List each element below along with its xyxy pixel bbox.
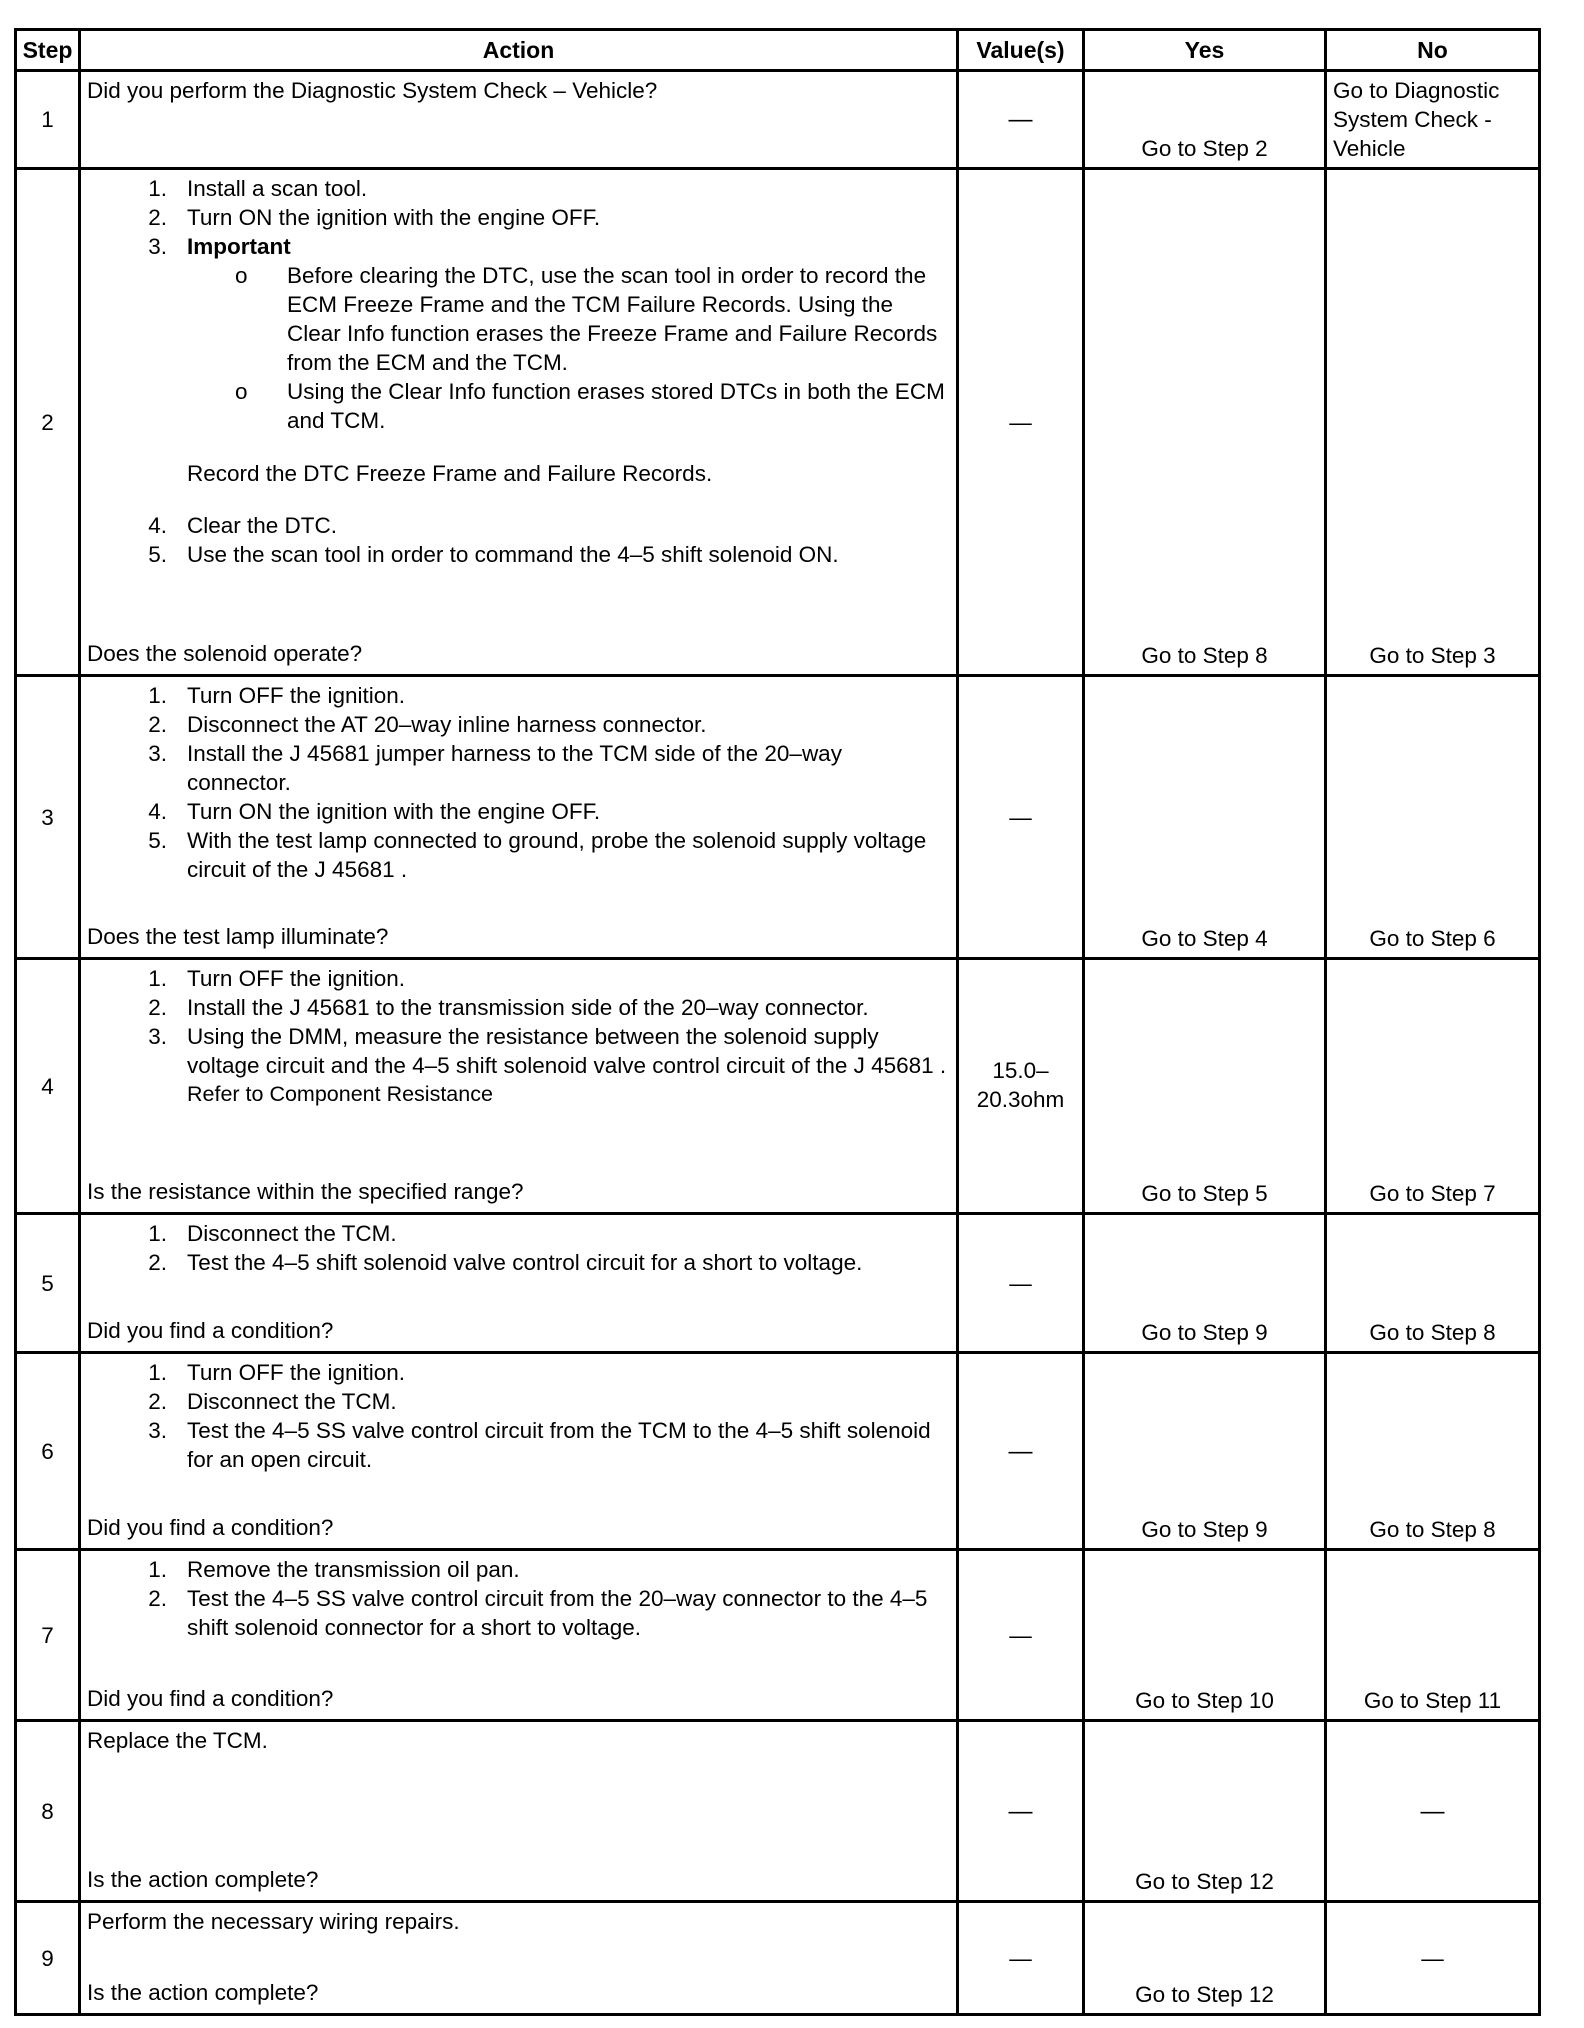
action-note: Record the DTC Freeze Frame and Failure Records. [187, 461, 713, 486]
list-item: 1. Turn OFF the ignition. [148, 966, 406, 991]
no-link[interactable]: Go to Step 8 [1326, 1353, 1540, 1550]
step-number: 2 [16, 169, 80, 676]
action-cell [80, 1214, 958, 1353]
action-steps [87, 1219, 950, 1277]
value-cell: — [958, 1214, 1084, 1353]
table-row [16, 1721, 1540, 1902]
no-value: — [1326, 1902, 1540, 2015]
action-cell [80, 1353, 958, 1550]
list-item: 5. Use the scan tool in order to command the 4–5 shift solenoid ON. [148, 542, 839, 567]
value-cell: — [958, 1353, 1084, 1550]
action-question: Does the solenoid operate? [87, 641, 363, 666]
action-cell [80, 959, 958, 1214]
list-item: 2. Turn ON the ignition with the engine OFF. [148, 205, 601, 230]
list-item: 2. Disconnect the TCM. [148, 1389, 397, 1414]
header-values: Value(s) [958, 30, 1084, 71]
list-item: 2. Test the 4–5 SS valve control circuit from the 20–way connector to the 4–5 shift solenoid connector for a short to voltage. [148, 1586, 928, 1640]
action-steps [87, 1555, 950, 1642]
yes-link[interactable]: Go to Step 10 [1084, 1550, 1326, 1721]
list-item: 1. Turn OFF the ignition. [148, 683, 406, 708]
value-cell: — [958, 71, 1084, 169]
action-cell [80, 1902, 958, 2015]
list-item: 1. Remove the transmission oil pan. [148, 1557, 520, 1582]
table-row [16, 676, 1540, 959]
yes-link[interactable]: Go to Step 5 [1084, 959, 1326, 1214]
yes-link[interactable]: Go to Step 12 [1084, 1902, 1326, 2015]
action-cell [80, 71, 958, 169]
no-link[interactable]: Go to Step 6 [1326, 676, 1540, 959]
no-link[interactable]: Go to Diagnostic System Check - Vehicle [1326, 71, 1540, 169]
action-cell [80, 169, 958, 676]
yes-link[interactable]: Go to Step 4 [1084, 676, 1326, 959]
list-item: 4. Clear the DTC. [148, 513, 338, 538]
list-item: 2. Test the 4–5 shift solenoid valve control circuit for a short to voltage. [148, 1250, 863, 1275]
table-row [16, 169, 1540, 676]
yes-link[interactable]: Go to Step 8 [1084, 169, 1326, 676]
table-row [16, 1214, 1540, 1353]
no-value: — [1326, 1721, 1540, 1902]
action-cell [80, 1721, 958, 1902]
no-link[interactable]: Go to Step 8 [1326, 1214, 1540, 1353]
list-item: 2. Install the J 45681 to the transmission side of the 20–way connector. [148, 995, 869, 1020]
action-question: Is the action complete? [87, 1980, 319, 2005]
action-steps [87, 964, 950, 1080]
list-item: 1. Turn OFF the ignition. [148, 1360, 406, 1385]
header-row [16, 30, 1540, 71]
important-label: Important [187, 234, 291, 259]
action-cell [80, 676, 958, 959]
action-question: Is the action complete? [87, 1867, 319, 1892]
value-cell: — [958, 676, 1084, 959]
important-bullets [87, 261, 950, 435]
yes-link[interactable]: Go to Step 9 [1084, 1353, 1326, 1550]
header-action: Action [80, 30, 958, 71]
action-question: Did you find a condition? [87, 1686, 334, 1711]
step-number: 3 [16, 676, 80, 959]
diagnostic-table [14, 28, 1541, 2016]
table-row [16, 71, 1540, 169]
list-item: o Using the Clear Info function erases stored DTCs in both the ECM and TCM. [235, 379, 945, 433]
list-item: 3. Important [148, 234, 291, 259]
action-text: Perform the necessary wiring repairs. [87, 1909, 460, 1934]
step-number: 1 [16, 71, 80, 169]
action-question: Does the test lamp illuminate? [87, 924, 389, 949]
action-steps [87, 174, 950, 261]
action-question: Is the resistance within the specified range? [87, 1179, 524, 1204]
table-row [16, 1353, 1540, 1550]
list-item: 3. Using the DMM, measure the resistance between the solenoid supply voltage circuit and the 4–5 shift solenoid valve control circuit of the J 45681 . [148, 1024, 947, 1078]
table-row [16, 1902, 1540, 2015]
list-item: 3. Install the J 45681 jumper harness to the TCM side of the 20–way connector. [148, 741, 842, 795]
action-text: Did you perform the Diagnostic System Check – Vehicle? [87, 78, 658, 103]
yes-link[interactable]: Go to Step 9 [1084, 1214, 1326, 1353]
action-question: Did you find a condition? [87, 1515, 334, 1540]
list-item: 5. With the test lamp connected to ground, probe the solenoid supply voltage circuit of the J 45681 . [148, 828, 927, 882]
value-cell: — [958, 1550, 1084, 1721]
action-steps [87, 681, 950, 884]
value-cell: — [958, 1902, 1084, 2015]
action-cell [80, 1550, 958, 1721]
list-item: 4. Turn ON the ignition with the engine OFF. [148, 799, 601, 824]
list-item: 1. Disconnect the TCM. [148, 1221, 397, 1246]
no-link[interactable]: Go to Step 3 [1326, 169, 1540, 676]
header-step: Step [16, 30, 80, 71]
list-item: o Before clearing the DTC, use the scan tool in order to record the ECM Freeze Frame and the TCM Failure Records. Using the Clear Info function erases the Freeze Frame and Failure Records from the ECM and the TCM. [235, 263, 938, 375]
action-steps [87, 1358, 950, 1474]
value-cell: — [958, 1721, 1084, 1902]
step-number: 5 [16, 1214, 80, 1353]
yes-link[interactable]: Go to Step 12 [1084, 1721, 1326, 1902]
value-cell: — [958, 169, 1084, 676]
header-no: No [1326, 30, 1540, 71]
step-number: 7 [16, 1550, 80, 1721]
list-item: 3. Test the 4–5 SS valve control circuit from the TCM to the 4–5 shift solenoid for an open circuit. [148, 1418, 931, 1472]
list-item: 1. Install a scan tool. [148, 176, 368, 201]
action-text: Replace the TCM. [87, 1728, 268, 1753]
step-number: 4 [16, 959, 80, 1214]
no-link[interactable]: Go to Step 7 [1326, 959, 1540, 1214]
value-cell: 15.0–20.3ohm [958, 959, 1084, 1214]
table-row [16, 1550, 1540, 1721]
action-question: Did you find a condition? [87, 1318, 334, 1343]
table-row [16, 959, 1540, 1214]
action-steps [87, 511, 950, 569]
step-number: 9 [16, 1902, 80, 2015]
header-yes: Yes [1084, 30, 1326, 71]
list-item: 2. Disconnect the AT 20–way inline harness connector. [148, 712, 707, 737]
step-number: 6 [16, 1353, 80, 1550]
action-note: Refer to Component Resistance [187, 1082, 493, 1106]
step-number: 8 [16, 1721, 80, 1902]
yes-link[interactable]: Go to Step 2 [1084, 71, 1326, 169]
no-link[interactable]: Go to Step 11 [1326, 1550, 1540, 1721]
